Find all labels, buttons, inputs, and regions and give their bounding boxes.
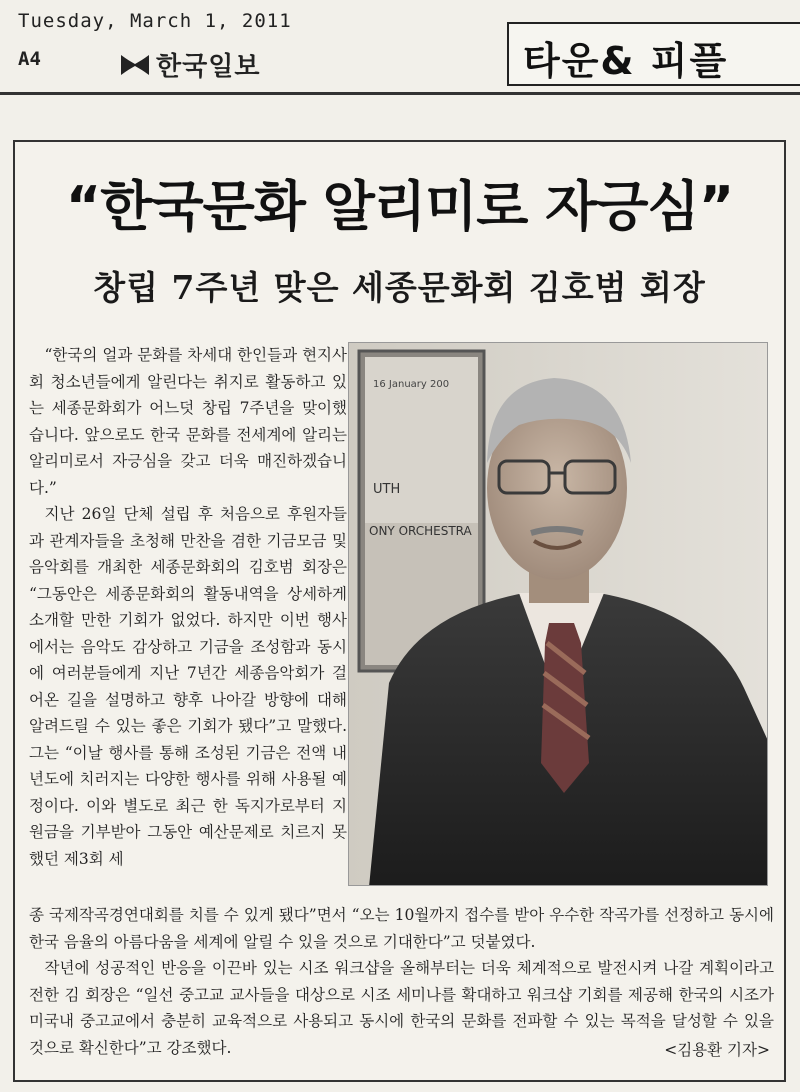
article-body-wide <box>29 902 774 1061</box>
portrait-illustration <box>349 343 768 886</box>
poster-date-text: 16 January 200 <box>373 379 450 390</box>
masthead <box>0 0 800 95</box>
article-column <box>29 342 347 872</box>
subheadline: 창립 7주년 맞은 세종문화회 김호범 회장 <box>93 268 706 307</box>
poster-orchestra-text: ONY ORCHESTRA <box>369 524 472 538</box>
headline: “한국문화 알리미로 자긍심” <box>65 175 734 238</box>
poster-line-text: UTH <box>373 482 401 497</box>
newspaper-name: 한국일보 <box>156 52 261 82</box>
paragraph-quote: “한국의 얼과 문화를 차세대 한인들과 현지사회 청소년들에게 알린다는 취지로 활동하고 있는 세종문화회가 어느덧 창립 7주년을 맞이했습니다. 앞으로도 한국 문화를 전세계에 알리는 알리미로서 자긍심을 갖고 더욱 매진하겠습니다.” <box>29 346 347 497</box>
section-label-box <box>507 22 800 86</box>
issue-date: Tuesday, March 1, 2011 <box>18 10 292 32</box>
section-name: 타운& 피플 <box>523 39 729 83</box>
paragraph-competition: 종 국제작곡경연대회를 치를 수 있게 됐다”면서 “오는 10월까지 접수를 받아 우수한 작곡가를 선정하고 동시에 한국 음율의 아름다움을 세계에 알릴 수 있을 것으로 기대한다”고 덧붙였다. <box>29 906 774 951</box>
masthead-rule <box>0 92 800 95</box>
page-number: A4 <box>18 48 41 70</box>
byline: <김용환 기자> <box>664 1041 770 1059</box>
paragraph-event: 지난 26일 단체 설립 후 처음으로 후원자들과 관계자들을 초청해 만찬을 겸한 기금모금 및 음악회를 개최한 세종문화회의 김호범 회장은 “그동안은 세종문화회의 활동내역을 상세하게 소개할 만한 기회가 없었다. 하지만 이번 행사에서는 음악도 감상하고 기금을 조성함과 동시에 여러분들에게 지난 7년간 세종음악회가 걸어온 길을 설명하고 향후 나아갈 방향에 대해 알려드릴 수 있는 좋은 기회가 됐다”고 말했다. 그는 “이날 행사를 통해 조성된 기금은 전액 내년도에 치러지는 다양한 행사를 위해 사용될 예정이다. 이와 별도로 최근 한 독지가로부터 지원금을 기부받아 그동안 예산문제로 치르지 못했던 제3회 세 <box>29 505 347 868</box>
paragraph-sijo: 작년에 성공적인 반응을 이끈바 있는 시조 워크샵을 올해부터는 더욱 체계적으로 발전시켜 나갈 계획이라고 전한 김 회장은 “일선 중고교 교사들을 대상으로 시조 세미나를 확대하고 워크샵 기회를 제공해 한국의 시조가 미국내 중고교에서 충분히 교육적으로 사용되고 동시에 한국의 문화를 전파할 수 있는 목적을 달성할 수 있을 것으로 확신한다”고 강조했다. <box>29 959 774 1057</box>
portrait-photo <box>348 342 768 886</box>
envelope-logo-icon <box>120 53 150 77</box>
newspaper-brand <box>120 46 260 83</box>
article <box>13 140 786 1082</box>
